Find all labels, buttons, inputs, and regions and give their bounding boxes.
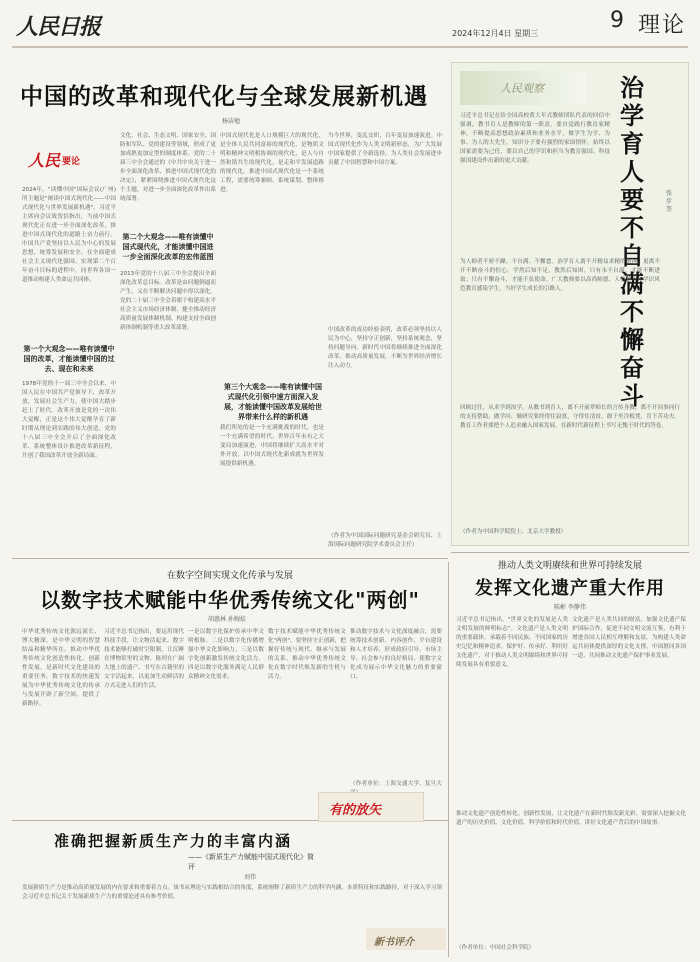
article3-body-2: 文化遗产是人类共同的财富。加强文化遗产保护国际合作，促进不同文明交流互鉴，有利于增进各国人民相互理解和友谊，为构建人类命运共同体提供深厚的文化支撑。中国愿同各国一道，共同推动文化遗产保护事业发展。 (572, 617, 686, 659)
article4-subtitle: ——《新质生产力赋能中国式现代化》简评 (188, 853, 314, 871)
column-logo-text: 新书评介 (374, 937, 414, 948)
panel-body-3: 回顾过往，从求学到治学，从教书到育人，离不开前辈师长的言传身教，离不开同事同行的支持帮助。做学问、做研究要经得住寂寞，守得住清贫，敢于坐冷板凳，肯下苦功夫。教育工作者要把个人追求融入国家发展，在新时代新征程上书写无愧于时代的答卷。 (460, 405, 680, 429)
column-logo-text: 人民 (28, 151, 61, 170)
column-name: 要论 (62, 157, 81, 167)
article2-body-2: 习近平总书记指出，要运用现代科技手段，让文物活起来。数字技术能够打破时空限制，让沉睡在博物馆里的文物、陈列在广阔大地上的遗产、书写在古籍里的文字活起来，以更加生动鲜活的方式走进人们的生活。 (104, 629, 184, 689)
article2-kicker: 在数字空间实现文化传承与发展 (166, 571, 293, 581)
panel-banner-text: 人民观察 (500, 82, 544, 95)
newspaper-logo: 人民日报 (16, 14, 101, 40)
article1-author: 杨洁勉 (222, 118, 241, 125)
article2-author: 胡惠林 孙婉炫 (208, 616, 246, 623)
article2-body-4: 数字技术赋能中华优秀传统文化"两创"，要坚持守正创新，把握好传统与现代、继承与发展的关系，推动中华优秀传统文化在数字时代焕发新的生机与活力。 (268, 629, 346, 680)
section-name: 理论 (638, 13, 687, 38)
article1-body-a: 2024年，"读懂中国"国际会议(广州)所主题是"阐读中国式现代化——中国式现代化与世界发展新机遇"。习近平主席向会议致贺信指出，当前中国式现代化正在进一步全面深化改革，推进中国式现代化的道路上奋力前行。中国共产党坚持以人民为中心的发展思想，统筹发展和安全，在全面建成社会主义现代化强国、实现第二个百年奋斗目标的进程中，同世界各国一道推动构建人类命运共同体。 (22, 187, 116, 283)
panel-author: 张步奎 (666, 190, 673, 213)
page-number: 9 (610, 8, 624, 33)
panel-author-note: （作者为中国科学院院士、北京大学教授） (460, 529, 567, 535)
article1-title: 中国的改革和现代化与全球发展新机遇 (20, 84, 428, 110)
section-divider (12, 558, 448, 559)
panel-body-2: 为人师者不骄不躁、不自满、不懈怠。治学育人离不开精益求精的精神，更离不开不断奋斗的恒心。学然后知不足，教然后知困。只有永不自满，才能不断进取；只有不懈奋斗，才能不负使命。广大教师要以高尚师德、人格魅力和学识风范教育感染学生，当好学生成长的引路人。 (460, 259, 660, 292)
article2-author-note: （作者单位：上海交通大学、复旦大 (350, 781, 442, 787)
article3-author: 陈彬 李静伟 (554, 604, 586, 611)
article3-body-3: 推动文化遗产创造性转化、创新性发展，让文化遗产在新时代焕发新光彩，需要深入挖掘文化遗产的历史价值、文化价值、科学价值和时代价值，讲好文化遗产背后的中国故事。 (456, 811, 686, 826)
article3-kicker: 推动人类文明赓续和世界可持续发展 (497, 561, 642, 571)
article1-author-note: （作者为中国国际问题研究基金会研究员、上海国际问题研究院学术委员会主任） (328, 533, 442, 548)
column-logo (28, 148, 108, 180)
article2-title: 以数字技术赋能中华优秀传统文化"两创" (40, 588, 420, 612)
column-logo-youdefangshi (318, 792, 424, 822)
dateline: 2024年12月4日 星期三 (452, 29, 539, 38)
article1-body-d: 2013年党的十八届三中全会提出全面深化改革总目标。改革是由问题倒逼而产生，又在不断解决问题中得以深化。党的二十届三中全会着眼于构建高水平社会主义市场经济体制、健全推动经济高质量发展体制机制、构建支持全面创新体制机制等重大改革部署。 (120, 271, 216, 331)
article2-body-5: 推动数字技术与文化深度融合，需要统筹技术创新、内容创作、平台建设和人才培养，形成政府引导、市场主导、社会参与的良好格局，使数字文化成为展示中华文化魅力的重要窗口。 (350, 629, 442, 680)
article1-body-e: 中国式现代化是人口规模巨大的现代化，是全体人民共同富裕的现代化，是物质文明和精神文明相协调的现代化，是人与自然和谐共生的现代化，是走和平发展道路的现代化。推进中国式现代化是一个系统工程，需要统筹兼顾、系统谋划、整体推进。 (220, 133, 324, 193)
article1-body-b: 1978年党的十一届三中全会以来，中国人民在中国共产党领导下，改革开放，发展社会生产力，使中国大踏步赶上了时代。改革开放是党的一次伟大觉醒，正是这个伟大觉醒孕育了新时期从理论到实践的伟大创造。党的十八届三中全会开启了全面深化改革、系统整体设计推进改革新征程，开创了我国改革开放全新局面。 (22, 381, 116, 459)
article1-subhead-1: 第一个大观念——唯有读懂中国的改革，才能读懂中国的过去、现在和未来 (23, 345, 115, 373)
panel-banner (460, 71, 586, 105)
article3-body-1: 习近平总书记指出，"世界文化的发展是人类文明发展的鲜明标志"。文化遗产是人类文明的重要载体，承载着不同民族、不同国家的历史记忆和精神追求。保护好、传承好、利用好文化遗产，对于推动人类文明赓续和世界可持续发展具有重要意义。 (456, 617, 568, 668)
column-divider (448, 562, 449, 957)
article1-body-c: 文化、社会、生态文明、国家安全、国防和军队、党的建设等领域，形成了更加成熟更加定型的制度体系。党的二十届三中全会通过的《中共中央关于进一步全面深化改革、推进中国式现代化的决定》，紧紧围绕推进中国式现代化这个主题，对进一步全面深化改革作出系统部署。 (120, 133, 216, 202)
article4-author: 刘伟 (244, 874, 257, 881)
article4-heading (18, 830, 318, 871)
column-logo-xinshupingjie (366, 928, 446, 950)
article1-body-f: 我们所处的是一个充满挑战的时代，也是一个充满希望的时代。世界百年未有之大变局加速演进，中国将继续扩大高水平对外开放，以中国式现代化新成就为世界发展提供新机遇。 (220, 425, 324, 467)
panel-title: 治学育人要不自满不懈奋斗 (620, 74, 644, 410)
article1-body-g: 当今世界，变乱交织，百年变局加速演进。中国式现代化作为人类文明新形态，为广大发展中国家提供了全新选择，为人类社会发展进步贡献了中国智慧和中国方案。 (328, 133, 442, 166)
article1-body-h: 中国改革的成功经验表明，改革必须坚持以人民为中心，坚持守正创新，坚持系统观念，坚持问题导向。新时代中国将继续推进全面深化改革，推动高质量发展，不断为世界经济增长注入动力。 (328, 327, 442, 369)
article3-title: 发挥文化遗产重大作用 (475, 578, 665, 599)
article1-subhead-3: 第三个大观念——唯有读懂中国式现代化引领中速方面深入发展，才能读懂中国改革发展给世界带来什么样的新机遇 (224, 383, 322, 421)
section-divider (451, 552, 689, 553)
article3-author-note: （作者单位：中国社会科学院） (456, 945, 535, 951)
column-logo-text: 有的放矢 (329, 803, 382, 818)
article1-subhead-2: 第二个大观念——唯有读懂中国式现代化，才能读懂中国进一步全面深化改革的宏伟蓝图 (122, 233, 214, 261)
article4-title: 准确把握新质生产力的丰富内涵 (54, 832, 293, 850)
panel-body-1: 习近平总书记在给全国高校黄大年式教师团队代表的回信中强调，教书育人是教师的第一职责，要自觉践行教育家精神，不断提高思想政治素质和业务水平，做学生为学、为事、为人的大先生。知识分子要有强烈的家国情怀，始终以国家需要为己任，要以自己的学识和担当为教育强国、科技强国建设作出新的更大贡献。 (460, 113, 610, 164)
article4-body: 发展新质生产力是推动高质量发展的内在要求和重要着力点。该书从理论与实践相结合的角度，系统阐释了新质生产力的科学内涵、本质特征和实践路径，对于深入学习领会习近平总书记关于发展新质生产力的重要论述具有参考价值。 (22, 885, 442, 900)
article2-body-1: 中华优秀传统文化源远流长、博大精深，是中华文明的智慧结晶和精华所在。推动中华优秀传统文化创造性转化、创新性发展，是新时代文化建设的重要任务。数字技术的快速发展为中华优秀传统文化的传承与发展开辟了新空间、提供了新路径。 (22, 629, 100, 707)
article2-body-3: 一是以数字化保护传承中华文明根脉。二是以数字化传播增强中华文化影响力。三是以数字化创新激发传统文化活力。四是以数字化服务满足人民群众精神文化需求。 (188, 629, 264, 680)
masthead (12, 6, 688, 48)
